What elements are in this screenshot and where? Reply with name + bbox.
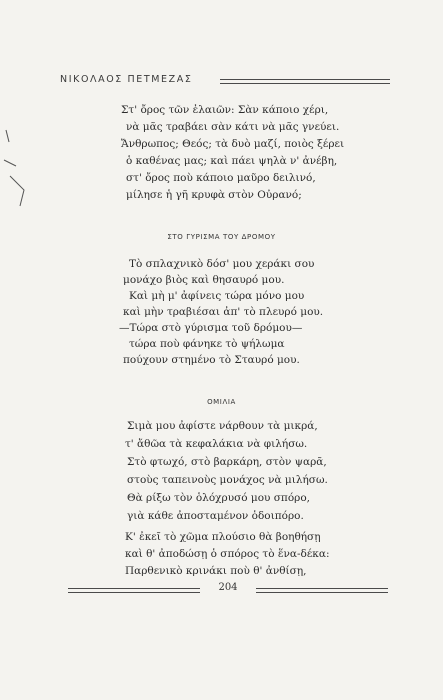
poem-line: Παρθενικὸ κρινάκι ποὺ θ' ἀνθίσῃ,	[125, 565, 307, 577]
poem-line: γιὰ κάθε ἀποσταμένον ὁδοιπόρο.	[127, 510, 304, 522]
page-footer	[68, 582, 388, 598]
poem-line: Θὰ ρίξω τὸν ὁλόχρυσό μου σπόρο,	[127, 492, 310, 504]
poem-line: τώρα ποὺ φάνηκε τὸ ψήλωμα	[129, 338, 285, 350]
poem-line: Τὸ σπλαχνικὸ δόσ' μου χεράκι σου	[129, 258, 315, 270]
poem-line: Καὶ μὴ μ' ἀφίνεις τώρα μόνο μου	[129, 290, 305, 302]
section-title-sto-gyrisma: ΣΤΟ ΓΥΡΙΣΜΑ ΤΟΥ ΔΡΟΜΟΥ	[167, 233, 276, 241]
poem-line: Στὸ φτωχό, στὸ βαρκάρη, στὸν ψαρᾶ,	[127, 456, 327, 468]
poem-line: καὶ μὴν τραβιέσαι ἀπ' τὸ πλευρό μου.	[123, 306, 324, 318]
poem-line: Κ' ἐκεῖ τὸ χῶμα πλούσιο θὰ βοηθήσῃ	[125, 531, 321, 543]
poem-line: Ἄνθρωπος; Θεός; τὰ δυὸ μαζί, ποιὸς ξέρει	[121, 138, 345, 150]
page-number: 204	[218, 582, 238, 593]
running-header	[60, 74, 390, 88]
poem-line: ὁ καθένας μας; καὶ πάει ψηλὰ ν' ἀνέβη,	[126, 155, 338, 167]
header-author: ΝΙΚΟΛΑΟΣ ΠΕΤΜΕΖΑΣ	[60, 74, 193, 85]
poem-line: μονάχο βιὸς καὶ θησαυρό μου.	[123, 274, 285, 286]
margin-pencil-marks	[0, 120, 30, 220]
poem-line: Σιμὰ μου ἀφίστε νάρθουν τὰ μικρά,	[127, 420, 318, 432]
poem-line: τ' ἄθῶα τὰ κεφαλάκια νὰ φιλήσω.	[125, 438, 308, 450]
poem-line: μίλησε ἡ γῆ κρυφὰ στὸν Οὐρανό;	[126, 189, 302, 201]
poem-line: πούχουν στημένο τὸ Σταυρό μου.	[123, 354, 300, 366]
poem-line: νὰ μᾶς τραβάει σὰν κάτι νὰ μᾶς γνεύει.	[126, 121, 340, 133]
footer-rule-right	[256, 588, 388, 593]
poem-line: καὶ θ' ἀποδώσῃ ὁ σπόρος τὸ ἕνα-δέκα:	[125, 548, 330, 560]
section-title-omilia: ΟΜΙΛΙΑ	[207, 398, 236, 406]
poem-line: στοὺς ταπεινοὺς μονάχος νὰ μιλήσω.	[127, 474, 328, 486]
poem-line: στ' ὄρος ποὺ κάποιο μαῦρο δειλινό,	[126, 172, 316, 184]
footer-rule-left	[68, 588, 200, 593]
poem-line: —Τώρα στὸ γύρισμα τοῦ δρόμου—	[119, 322, 303, 334]
header-rule	[220, 79, 390, 84]
poem-line: Στ' ὄρος τῶν ἐλαιῶν: Σὰν κάποιο χέρι,	[121, 104, 329, 116]
